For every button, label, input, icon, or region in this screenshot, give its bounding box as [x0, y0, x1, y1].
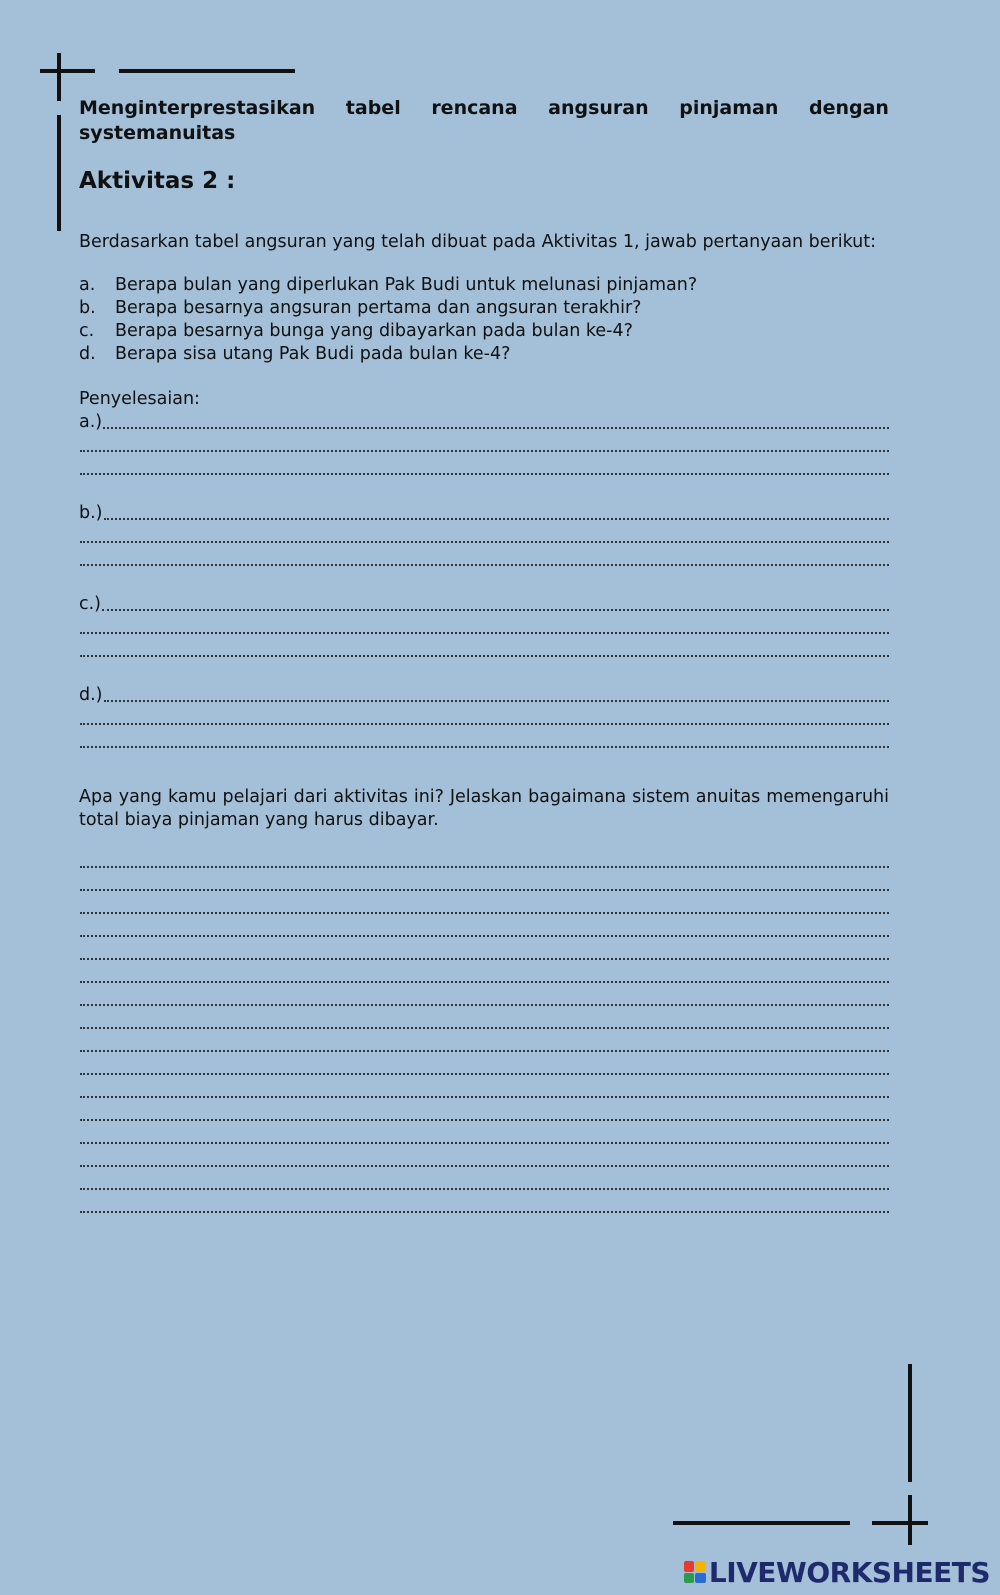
- corner-deco-left-vertical-long: [57, 115, 61, 231]
- question-item: [79, 320, 889, 343]
- dotted-line: [80, 1142, 889, 1144]
- answer-line[interactable]: [79, 873, 889, 896]
- answer-line[interactable]: [79, 1057, 889, 1080]
- title-word: angsuran: [548, 97, 649, 119]
- answer-line[interactable]: [79, 1126, 889, 1149]
- corner-deco-top-horizontal-short: [40, 69, 95, 73]
- dotted-line: [80, 1073, 889, 1075]
- logo-tile: [695, 1561, 706, 1572]
- reflection-answer-area[interactable]: [79, 850, 889, 1218]
- question-label: c.: [79, 321, 95, 341]
- solution-label: Penyelesaian:: [79, 389, 200, 409]
- answer-label: d.): [79, 685, 103, 705]
- reflection-question: Apa yang kamu pelajari dari aktivitas ini? Jelaskan bagaimana sistem anuitas memengaruhi total biaya pinjaman yang harus dibayar.: [79, 787, 889, 830]
- logo-tile: [684, 1573, 695, 1584]
- dotted-line: [104, 518, 890, 520]
- answer-line[interactable]: [79, 1103, 889, 1126]
- question-text: Berapa bulan yang diperlukan Pak Budi untuk melunasi pinjaman?: [115, 275, 698, 295]
- liveworksheets-logo-text: LIVEWORKSHEETS: [708, 1555, 990, 1589]
- question-item: [79, 343, 889, 366]
- answer-line[interactable]: [79, 457, 889, 480]
- dotted-line: [80, 473, 889, 475]
- answer-label: c.): [79, 594, 102, 614]
- answer-line[interactable]: [79, 730, 889, 753]
- corner-deco-bottom-horizontal-short: [872, 1521, 928, 1525]
- answer-block: [79, 502, 889, 571]
- title-word: dengan: [809, 97, 889, 119]
- title-word: rencana: [431, 97, 518, 119]
- answer-line[interactable]: [79, 502, 889, 525]
- title-word: systemanuitas: [79, 122, 236, 144]
- intro-text: Berdasarkan tabel angsuran yang telah dibuat pada Aktivitas 1, jawab pertanyaan berikut:: [79, 232, 877, 252]
- liveworksheets-logo-mark-icon: [684, 1561, 706, 1583]
- logo-tile: [684, 1561, 695, 1572]
- dotted-line: [80, 632, 889, 634]
- answer-line[interactable]: [79, 1149, 889, 1172]
- title-word: Menginterprestasikan: [79, 97, 316, 119]
- corner-deco-bottom-vertical-long: [908, 1364, 912, 1482]
- dotted-line: [80, 746, 889, 748]
- dotted-line: [80, 723, 889, 725]
- answer-line[interactable]: [79, 919, 889, 942]
- dotted-line: [80, 866, 889, 868]
- answer-line[interactable]: [79, 1195, 889, 1218]
- answer-line[interactable]: [79, 548, 889, 571]
- question-item: [79, 297, 889, 320]
- answer-block: [79, 411, 889, 480]
- answer-line[interactable]: [79, 1172, 889, 1195]
- corner-deco-bottom-horizontal-long: [673, 1521, 850, 1525]
- answer-line[interactable]: [79, 942, 889, 965]
- dotted-line: [80, 1096, 889, 1098]
- worksheet-content: [79, 96, 889, 1218]
- dotted-line: [80, 450, 889, 452]
- answer-line[interactable]: [79, 965, 889, 988]
- dotted-line: [80, 564, 889, 566]
- answer-line[interactable]: [79, 434, 889, 457]
- answer-line[interactable]: [79, 1034, 889, 1057]
- answer-line[interactable]: [79, 616, 889, 639]
- answer-line[interactable]: [79, 1080, 889, 1103]
- answer-line[interactable]: [79, 707, 889, 730]
- answer-area: [79, 411, 889, 753]
- answer-line[interactable]: [79, 593, 889, 616]
- dotted-line: [80, 1050, 889, 1052]
- worksheet-title: [79, 96, 889, 146]
- dotted-line: [104, 700, 890, 702]
- corner-deco-bottom-vertical-short: [908, 1495, 912, 1545]
- answer-block: [79, 593, 889, 662]
- question-label: b.: [79, 298, 96, 318]
- logo-tile: [695, 1573, 706, 1584]
- dotted-line: [80, 1188, 889, 1190]
- dotted-line: [103, 427, 889, 429]
- dotted-line: [80, 958, 889, 960]
- answer-line[interactable]: [79, 684, 889, 707]
- answer-label: a.): [79, 412, 103, 432]
- question-item: [79, 274, 889, 297]
- question-text: Berapa besarnya bunga yang dibayarkan pada bulan ke-4?: [115, 321, 633, 341]
- question-list: [79, 274, 889, 366]
- dotted-line: [102, 609, 889, 611]
- answer-label: b.): [79, 503, 103, 523]
- answer-line[interactable]: [79, 988, 889, 1011]
- dotted-line: [80, 1119, 889, 1121]
- dotted-line: [80, 1027, 889, 1029]
- answer-line[interactable]: [79, 639, 889, 662]
- answer-line[interactable]: [79, 525, 889, 548]
- dotted-line: [80, 1165, 889, 1167]
- question-label: d.: [79, 344, 96, 364]
- answer-block: [79, 684, 889, 753]
- dotted-line: [80, 981, 889, 983]
- dotted-line: [80, 541, 889, 543]
- corner-deco-top-vertical-short: [57, 53, 61, 101]
- dotted-line: [80, 1004, 889, 1006]
- dotted-line: [80, 655, 889, 657]
- dotted-line: [80, 935, 889, 937]
- answer-line[interactable]: [79, 896, 889, 919]
- liveworksheets-logo: [684, 1557, 990, 1587]
- answer-line[interactable]: [79, 1011, 889, 1034]
- question-text: Berapa sisa utang Pak Budi pada bulan ke-4?: [115, 344, 511, 364]
- dotted-line: [80, 889, 889, 891]
- corner-deco-top-horizontal-long: [119, 69, 295, 73]
- title-word: pinjaman: [679, 97, 779, 119]
- answer-line[interactable]: [79, 850, 889, 873]
- question-text: Berapa besarnya angsuran pertama dan angsuran terakhir?: [115, 298, 642, 318]
- title-word: tabel: [345, 97, 401, 119]
- answer-line[interactable]: [79, 411, 889, 434]
- dotted-line: [80, 1211, 889, 1213]
- activity-heading: Aktivitas 2 :: [79, 168, 236, 194]
- question-label: a.: [79, 275, 96, 295]
- dotted-line: [80, 912, 889, 914]
